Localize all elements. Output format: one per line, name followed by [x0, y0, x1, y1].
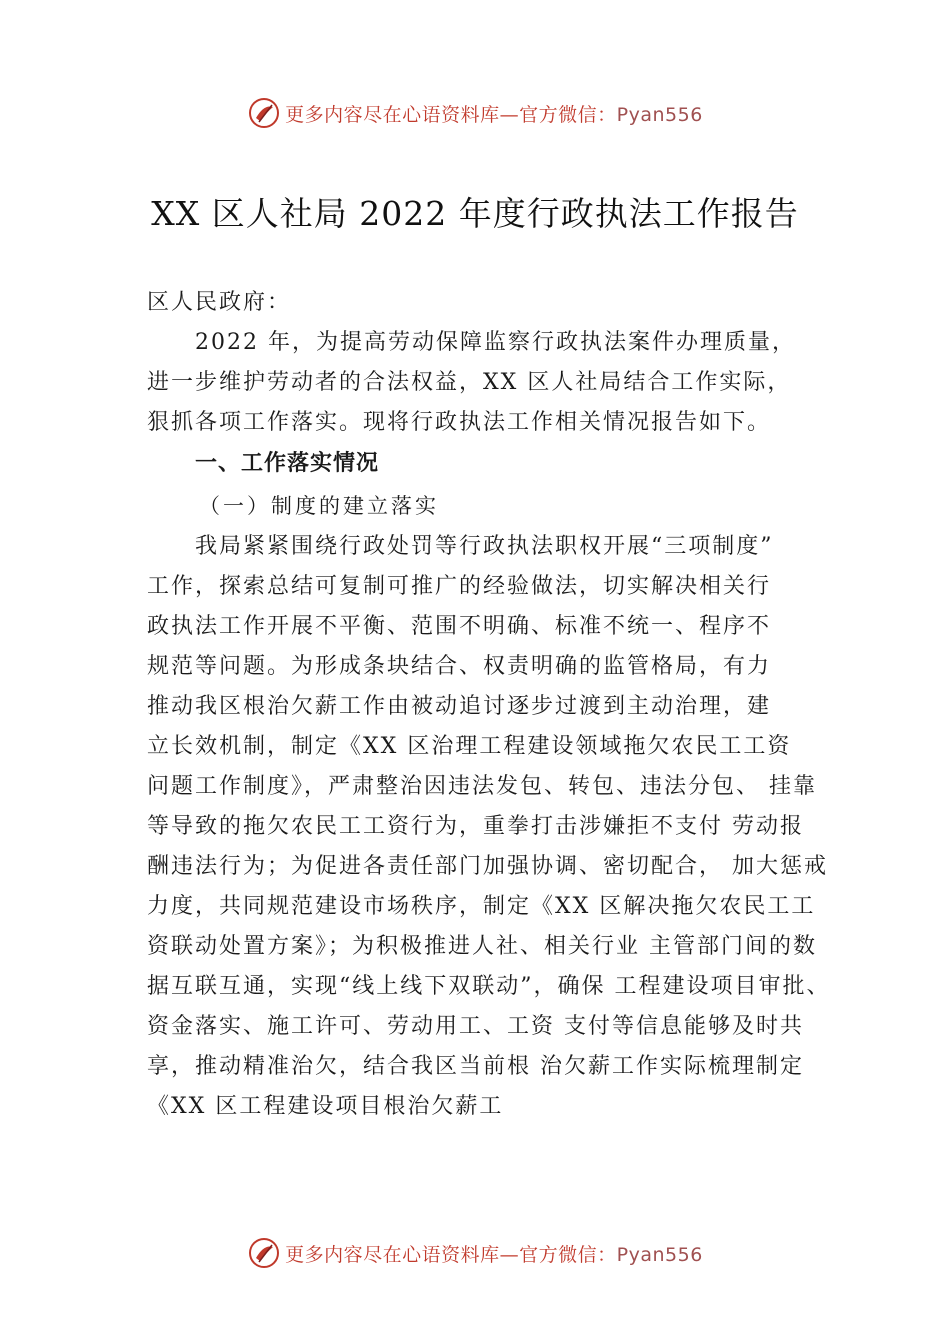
paragraph-line: 规范等问题。为形成条块结合、权责明确的监管格局，有力: [147, 654, 772, 679]
intro-line: 进一步维护劳动者的合法权益，XX 区人社局结合工作实际，: [147, 370, 792, 395]
paragraph-line: 资金落实、施工许可、劳动用工、工资 支付等信息能够及时共: [147, 1014, 804, 1039]
document-body: [147, 283, 837, 1127]
intro-line: 狠抓各项工作落实。现将行政执法工作相关情况报告如下。: [147, 410, 772, 435]
banner-text: 更多内容尽在心语资料库—官方微信：Pyan556: [285, 103, 703, 126]
banner-text: 更多内容尽在心语资料库—官方微信：Pyan556: [285, 1243, 703, 1266]
paragraph-line: 我局紧紧围绕行政处罚等行政执法职权开展“三项制度”: [195, 534, 774, 559]
paragraph-line: 等导致的拖欠农民工工资行为，重拳打击涉嫌拒不支付 劳动报: [147, 814, 804, 839]
paragraph-line: 立长效机制，制定《XX 区治理工程建设领域拖欠农民工工资: [147, 734, 792, 759]
footer-watermark-banner: [0, 1233, 950, 1273]
paragraph-line: 问题工作制度》，严肃整治因违法发包、转包、违法分包、 挂靠: [147, 774, 817, 799]
paragraph-line: 推动我区根治欠薪工作由被动追讨逐步过渡到主动治理，建: [147, 694, 772, 719]
xinyu-logo-icon: [247, 96, 281, 130]
paragraph-line: 享，推动精准治欠，结合我区当前根 治欠薪工作实际梳理制定: [147, 1054, 804, 1079]
salutation: 区人民政府：: [147, 290, 292, 315]
wechat-id: Pyan556: [616, 1243, 703, 1266]
paragraph-line: 工作，探索总结可复制可推广的经验做法，切实解决相关行: [147, 574, 772, 599]
header-watermark-banner: [0, 93, 950, 133]
document-title: XX 区人社局 2022 年度行政执法工作报告: [151, 194, 799, 233]
paragraph-line: 政执法工作开展不平衡、范围不明确、标准不统一、程序不: [147, 614, 772, 639]
xinyu-logo-icon: [247, 1236, 281, 1270]
paragraph-line: 据互联互通，实现“线上线下双联动”，确保 工程建设项目审批、: [147, 974, 831, 999]
subsection-heading: （一）制度的建立落实: [199, 494, 439, 518]
paragraph-line: 力度，共同规范建设市场秩序，制定《XX 区解决拖欠农民工工: [147, 894, 816, 919]
paragraph-line: 酬违法行为；为促进各责任部门加强协调、密切配合， 加大惩戒: [147, 854, 828, 879]
paragraph-line: 《XX 区工程建设项目根治欠薪工: [147, 1094, 504, 1119]
section-heading: 一、工作落实情况: [195, 451, 380, 476]
paragraph-line: 资联动处置方案》；为积极推进人社、相关行业 主管部门间的数: [147, 934, 817, 959]
wechat-id: Pyan556: [616, 103, 703, 126]
intro-line: 2022 年，为提高劳动保障监察行政执法案件办理质量，: [195, 330, 796, 355]
